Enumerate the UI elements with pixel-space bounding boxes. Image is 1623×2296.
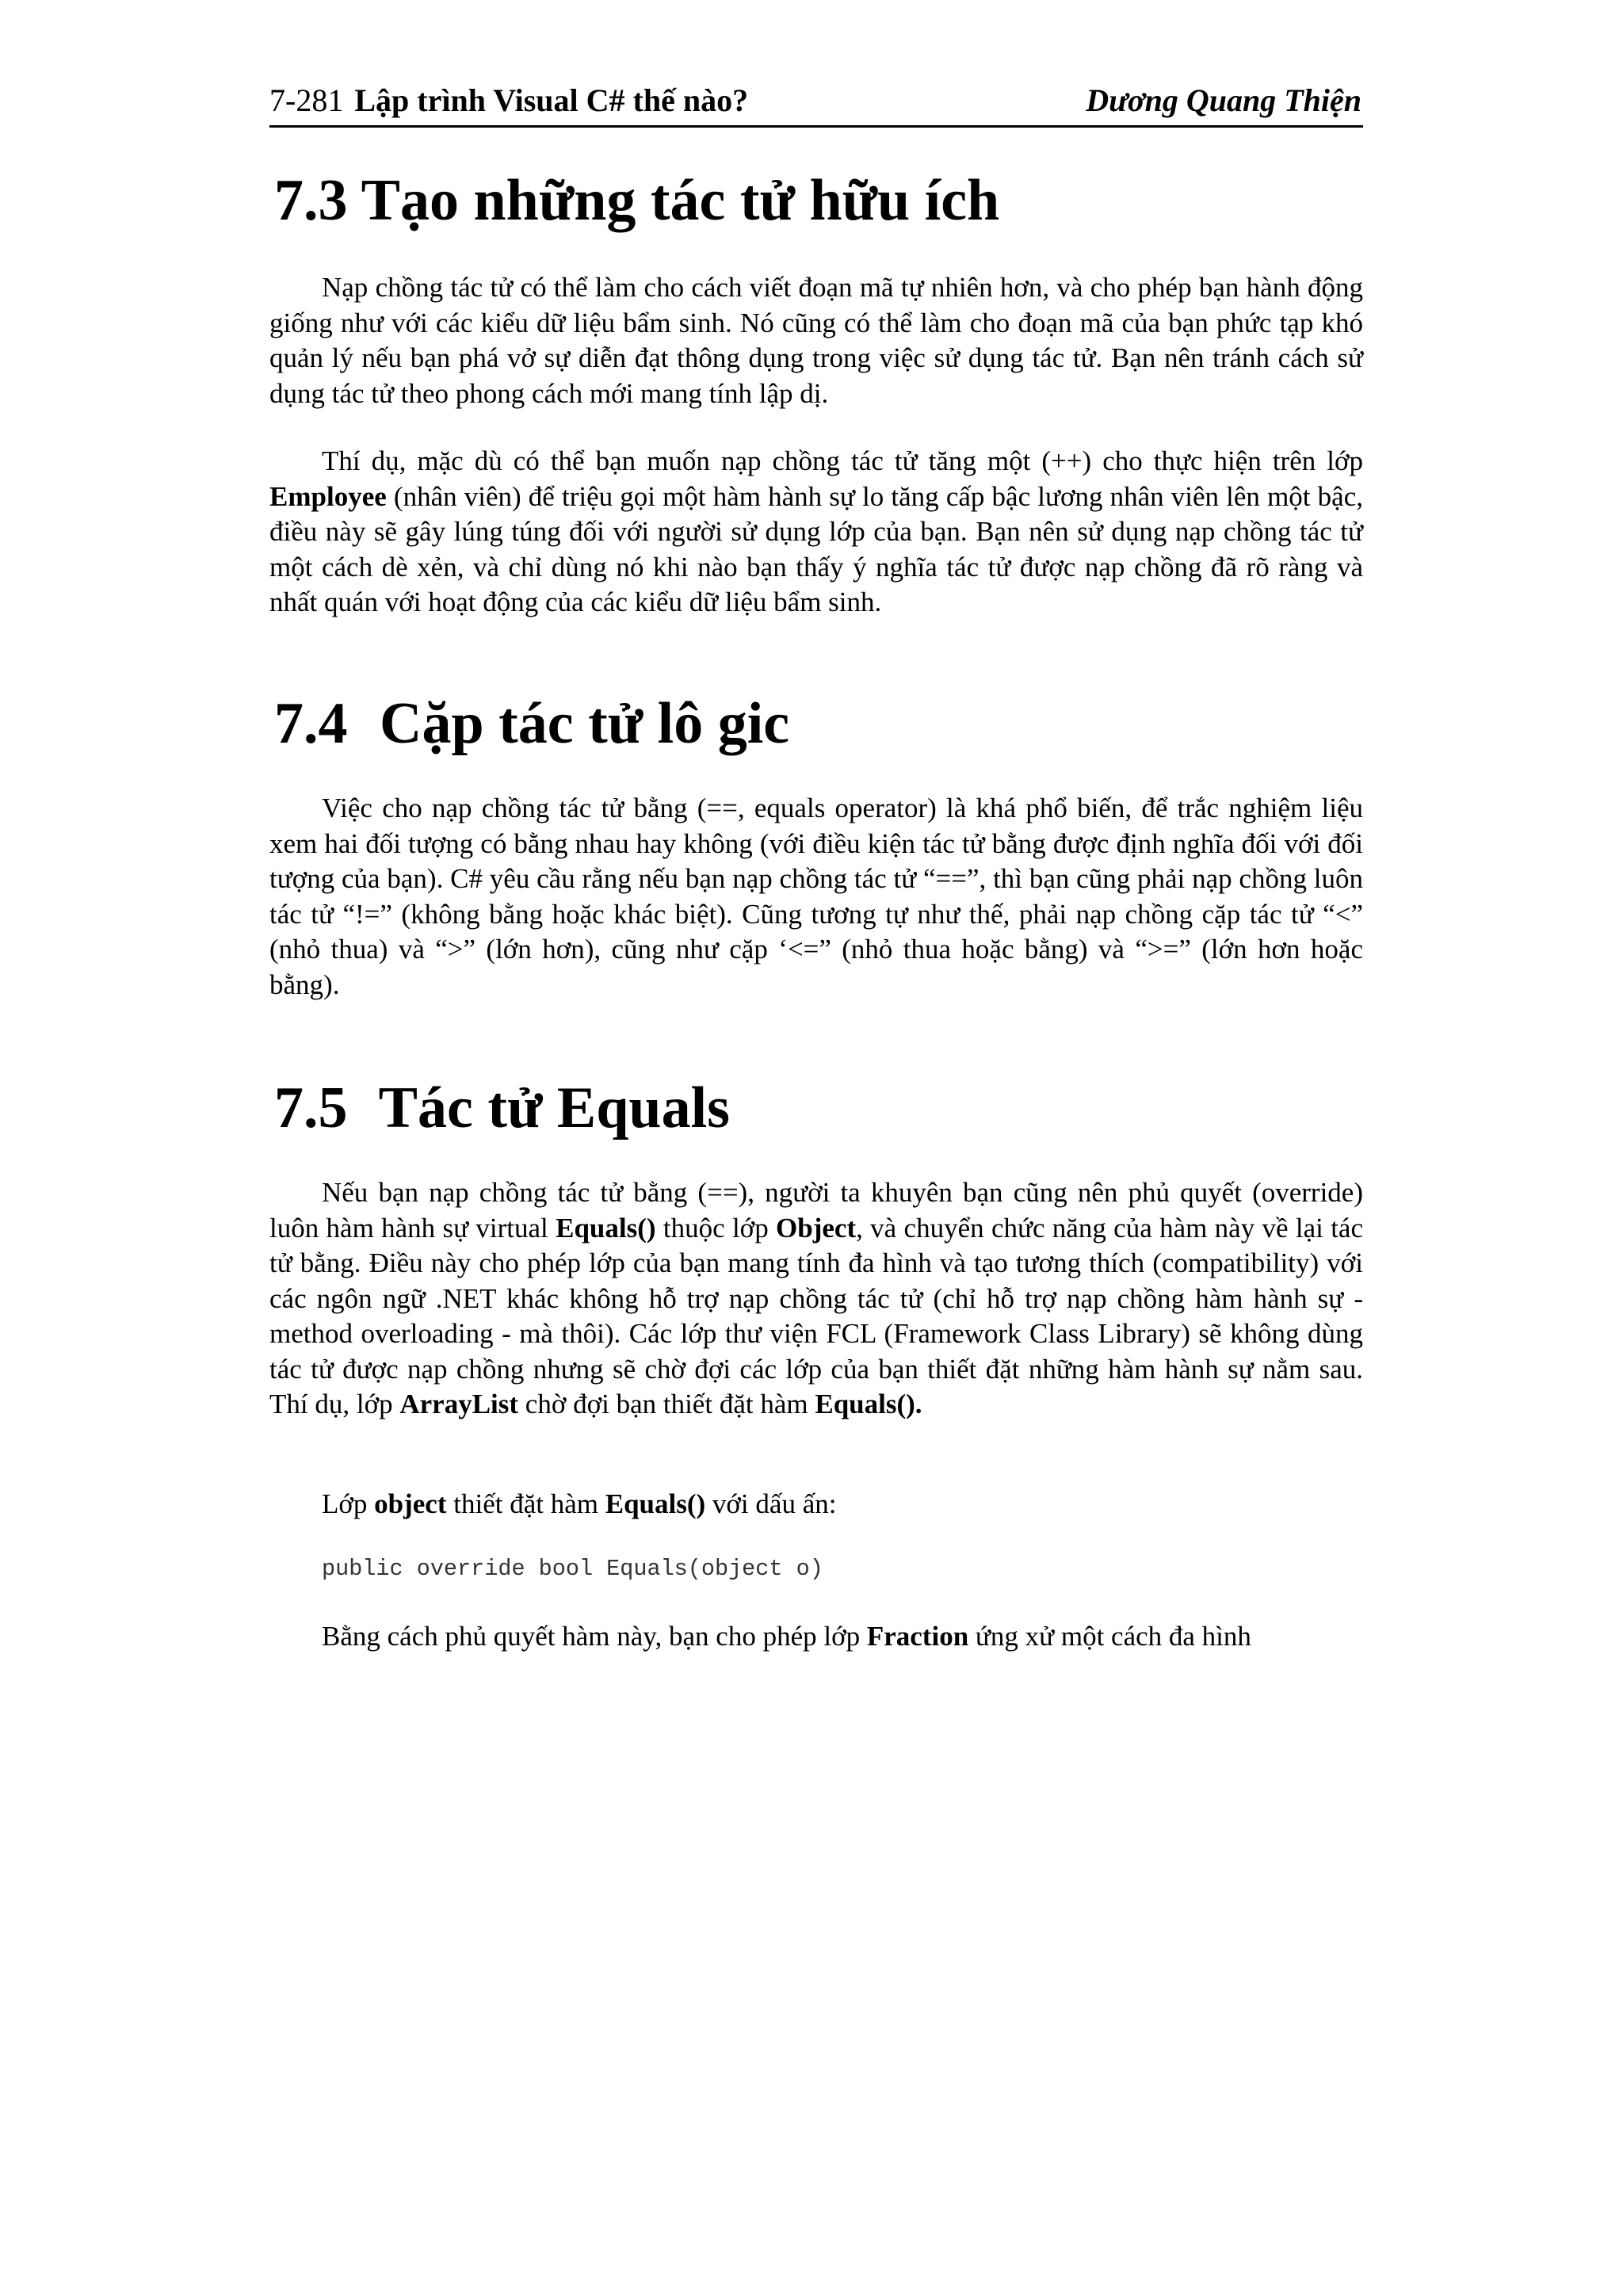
author-name: Dương Quang Thiện [1086,82,1361,118]
section-title: Tạo những tác tử hữu ích [361,168,1000,233]
paragraph-text: thuộc lớp [655,1212,777,1244]
paragraph-text: Thí dụ, mặc dù có thể bạn muốn nạp chồng tác tử tăng một (++) cho thực hiện trên lớp [322,445,1363,476]
paragraph-text: Nếu bạn nạp chồng tác tử bằng (==), người ta khuyên bạn cũng nên phủ quyết (override) luôn hàm hành sự virtual [269,1177,1363,1244]
method-name-equals: Equals() [556,1212,656,1244]
class-name-arraylist: ArrayList [399,1389,519,1419]
paragraph-text: thiết đặt hàm [446,1488,605,1519]
section-heading-7-5 [274,1072,730,1144]
section-number: 7.5 [274,1075,348,1140]
method-name-equals: Equals() [605,1488,706,1519]
class-name-employee: Employee [269,480,387,512]
paragraph-text: chờ đợi bạn thiết đặt hàm [518,1389,815,1419]
paragraph [269,791,1363,1003]
paragraph [322,1487,836,1522]
page-number: 7-281 [269,82,344,118]
paragraph [269,270,1363,411]
page-header [269,76,1363,128]
class-name-object: Object [776,1212,857,1244]
section-number: 7.4 [274,691,348,756]
paragraph-text: (nhân viên) để triệu gọi một hàm hành sự lo tăng cấp bậc lương nhân viên lên một bậc, điều này sẽ gây lúng túng đối với người sử dụng lớp của bạn. Bạn nên sử dụng nạp chồng tác tử một cách dè xẻn, và chỉ dùng nó khi nào bạn thấy ý nghĩa tác tử được nạp chồng đã rõ ràng và nhất quán với hoạt động của các kiểu dữ liệu bẩm sinh. [269,480,1363,617]
section-heading-7-4 [274,688,789,759]
paragraph-text: ứng xử một cách đa hình [968,1621,1251,1652]
paragraph-text: Bằng cách phủ quyết hàm này, bạn cho phép lớp [322,1621,867,1652]
section-heading-7-3 [274,165,999,236]
class-name-fraction: Fraction [866,1621,969,1652]
section-title: Tác tử Equals [378,1075,730,1140]
method-name-equals: Equals(). [815,1389,922,1419]
paragraph-text: , và chuyển chức năng của hàm này về lại tác tử bằng. Điều này cho phép lớp của bạn mang tính đa hình và tạo tương thích (compatibility) với các ngôn ngữ .NET khác không hỗ trợ nạp chồng tác tử (chỉ hỗ trợ nạp chồng hàm hành sự - method overloading - mà thôi). Các lớp thư viện FCL (Framework Class Library) sẽ không dùng tác tử được nạp chồng nhưng sẽ chờ đợi các lớp của bạn thiết đặt những hàm hành sự nằm sau. Thí dụ, lớp [269,1212,1363,1419]
class-name-object: object [374,1488,447,1519]
section-title: Cặp tác tử lô gic [380,691,790,756]
paragraph [269,444,1363,621]
paragraph [269,1175,1363,1423]
section-number: 7.3 [274,168,348,233]
paragraph-text: với dấu ấn: [705,1488,837,1519]
paragraph-text: Lớp [322,1488,375,1519]
code-snippet: public override bool Equals(object o) [322,1556,823,1582]
paragraph-text: Nạp chồng tác tử có thể làm cho cách viết đoạn mã tự nhiên hơn, và cho phép bạn hành động giống như với các kiểu dữ liệu bẩm sinh. Nó cũng có thể làm cho đoạn mã của bạn phức tạp khó quản lý nếu bạn phá vở sự diễn đạt thông dụng trong việc sử dụng tác tử. Bạn nên tránh cách sử dụng tác tử theo phong cách mới mang tính lập dị. [269,272,1363,409]
book-title: Lập trình Visual C# thế nào? [354,82,749,118]
paragraph [322,1619,1251,1654]
paragraph-text: Việc cho nạp chồng tác tử bằng (==, equals operator) là khá phổ biến, để trắc nghiệm liệu xem hai đối tượng có bằng nhau hay không (với điều kiện tác tử bằng được định nghĩa đối với đối tượng của bạn). C# yêu cầu rằng nếu bạn nạp chồng tác tử “==”, thì bạn cũng phải nạp chồng luôn tác tử “!=” (không bằng hoặc khác biệt). Cũng tương tự như thế, phải nạp chồng cặp tác tử “<” (nhỏ thua) và “>” (lớn hơn), cũng như cặp ‘<=” (nhỏ thua hoặc bằng) và “>=” (lớn hơn hoặc bằng). [269,793,1363,1000]
